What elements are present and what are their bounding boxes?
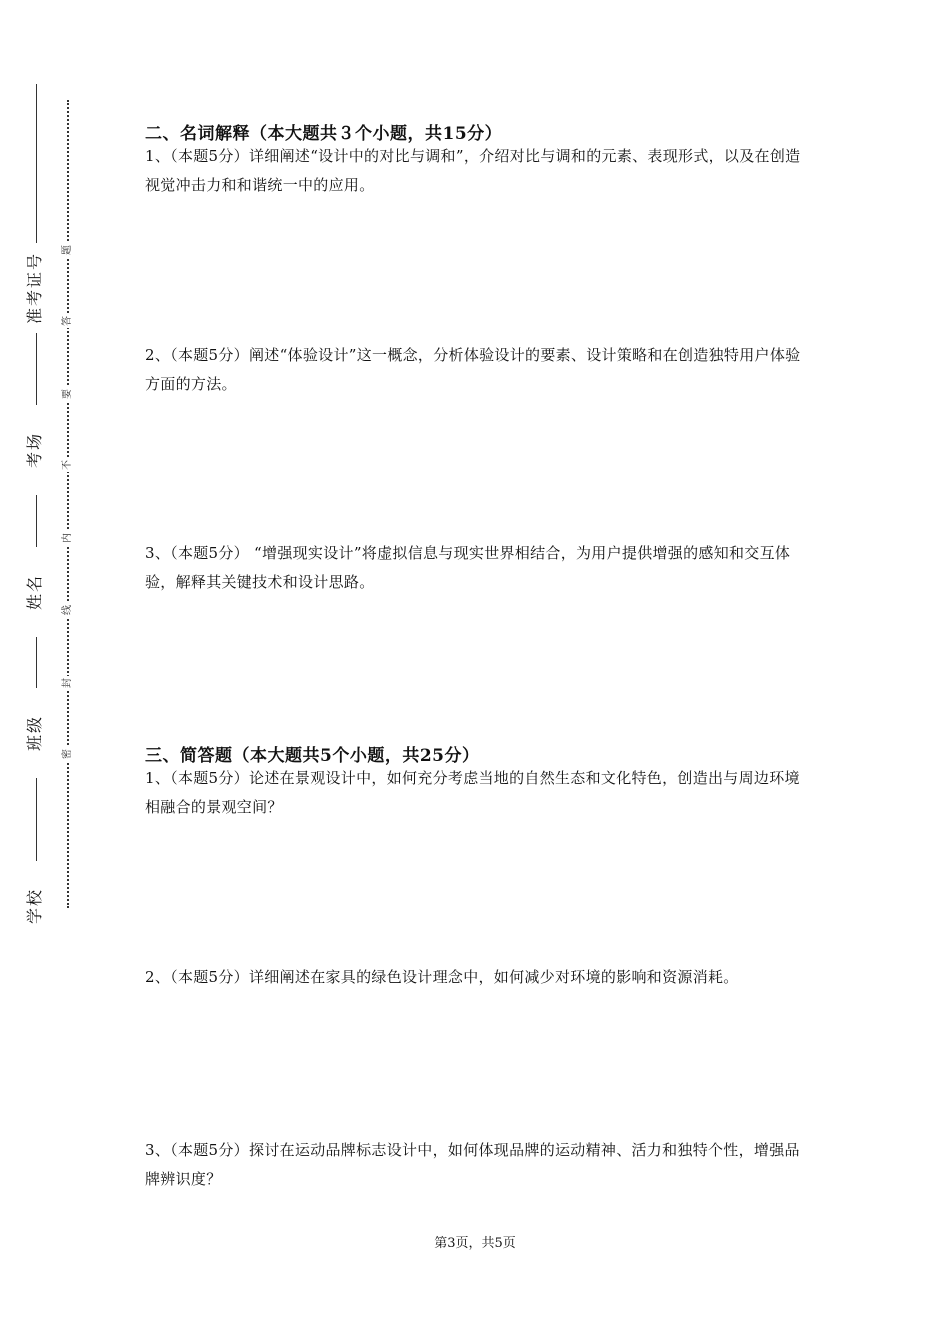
section-2-question-1: 1、（本题5分）详细阐述“设计中的对比与调和”，介绍对比与调和的元素、表现形式，以及在创造视觉冲击力和和谐统一中的应用。	[145, 147, 801, 194]
seal-char: 密	[62, 749, 73, 759]
field-exam-room-label: 考场	[25, 405, 45, 495]
field-exam-number-label: 准考证号	[25, 243, 45, 333]
seal-char: 内	[62, 533, 73, 543]
section-2-title: 二、名词解释（本大题共３个小题，共15分）	[145, 124, 503, 144]
section-3-question-1: 1、（本题5分）论述在景观设计中，如何充分考虑当地的自然生态和文化特色，创造出与周边环境相融合的景观空间？	[145, 769, 800, 816]
section-3-question-3: 3、（本题5分）探讨在运动品牌标志设计中，如何体现品牌的运动精神、活力和独特个性，增强品牌辨识度？	[145, 1141, 800, 1188]
seal-char: 不	[62, 460, 73, 470]
section-2-question-2: 2、（本题5分）阐述“体验设计”这一概念，分析体验设计的要素、设计策略和在创造独特用户体验方面的方法。	[145, 346, 801, 393]
field-name-label: 姓名	[25, 547, 45, 637]
seal-char: 封	[62, 678, 73, 688]
section-2-question-3: 3、（本题5分） “增强现实设计”将虚拟信息与现实世界相结合，为用户提供增强的感知和交互体验，解释其关键技术和设计思路。	[145, 544, 791, 591]
seal-char: 答	[62, 316, 73, 326]
seal-char: 线	[62, 605, 73, 615]
seal-char: 题	[62, 245, 73, 255]
section-3-title: 三、简答题（本大题共5个小题，共25分）	[145, 746, 480, 766]
binding-dotted-line	[67, 100, 69, 908]
binding-solid-line	[36, 84, 37, 926]
seal-char: 要	[62, 389, 73, 399]
field-school-label: 学校	[25, 861, 45, 951]
field-class-label: 班级	[25, 688, 45, 778]
section-3-question-2: 2、（本题5分）详细阐述在家具的绿色设计理念中，如何减少对环境的影响和资源消耗。	[145, 968, 739, 986]
page-number: 第3页，共5页	[434, 1236, 516, 1251]
